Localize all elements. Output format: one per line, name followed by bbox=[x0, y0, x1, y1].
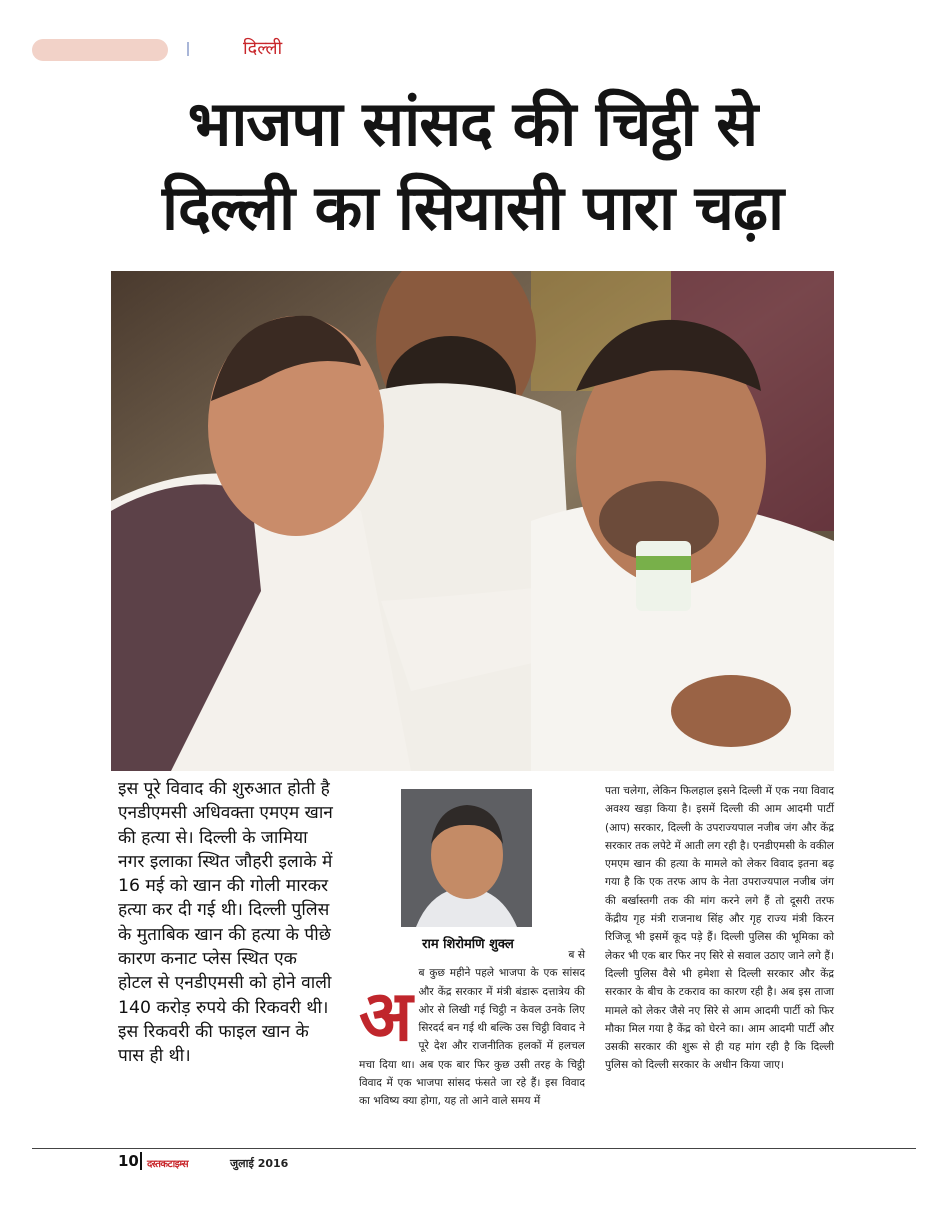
headline-line-1: भाजपा सांसद की चिट्ठी से bbox=[187, 87, 758, 160]
article-column-2 bbox=[359, 946, 585, 1111]
article-column-3: पता चलेगा, लेकिन फिलहाल इसने दिल्ली में एक नया विवाद अवश्य खड़ा किया है। इसमें दिल्ली की आम आदमी पार्टी (आप) सरकार, दिल्ली के उपराज्यपाल नजीब जंग और केंद्र सरकार तक लपेटे में आती लग रही है। एनडीएमसी के वकील एमएम खान की हत्या के मामले को लेकर विवाद इतना बढ़ गया है कि एक तरफ आप के नेता उपराज्यपाल नजीब जंग की बर्खास्तगी तक की मांग करने लगे हैं तो दूसरी तरफ केंद्रीय गृह मंत्री राजनाथ सिंह और गृह राज्य मंत्री किरन रिजिजू भी इसमें कूद पड़े हैं। दिल्ली पुलिस की भूमिका को लेकर भी एक बार फिर नए सिरे से सवाल उठाए जाने लगे हैं। दिल्ली पुलिस वैसे भी हमेशा से दिल्ली सरकार और केंद्र सरकार के बीच के टकराव का कारण रही है। अब इस ताजा मामले को लेकर जैसे नए सिरे से आम आदमी पार्टी को फिर मौका मिल गया है केंद्र को घेरने का। आम आदमी पार्टी और उसकी सरकार की शुरू से ही यह मांग रही है कि दिल्ली पुलिस को दिल्ली सरकार के अधीन किया जाए। bbox=[605, 785, 834, 1072]
section-pill bbox=[32, 39, 168, 61]
author-name: राम शिरोमणि शुक्ल bbox=[422, 937, 514, 952]
author-photo bbox=[401, 789, 532, 927]
footer-separator bbox=[140, 1152, 142, 1170]
page-number: 10 bbox=[118, 1152, 139, 1170]
footer-rule bbox=[32, 1148, 916, 1149]
headline-line-2: दिल्ली का सियासी पारा चढ़ा bbox=[161, 171, 784, 244]
article-column-1: इस पूरे विवाद की शुरुआत होती है एनडीएमसी अधिवक्ता एमएम खान की हत्या से। दिल्ली के जामिया नगर इलाका स्थित जौहरी इलाके में 16 मई को खान की गोली मारकर हत्या कर दी गई थी। दिल्ली पुलिस के मुताबिक खान की हत्या के पीछे कारण कनाट प्लेस स्थित एक होटल से एनडीएमसी को होने वाली 140 करोड़ रुपये की रिकवरी थी। इस रिकवरी की फाइल खान के पास ही थी। bbox=[118, 779, 333, 1067]
column-2-text: ब कुछ महीने पहले भाजपा के एक सांसद और केंद्र सरकार में मंत्री बंडारू दत्तात्रेय की ओर से लिखी गई चिट्ठी न केवल उनके लिए सिरदर्द बन गई थी बल्कि उस चिट्ठी विवाद ने पूरे देश और राजनीतिक हलकों में हलचल मचा दिया था। अब एक बार फिर कुछ उसी तरह के चिट्ठी विवाद में एक भाजपा सांसद फंसते जा रहे हैं। इस विवाद का भविष्य क्या होगा, यह तो आने वाले समय में bbox=[359, 967, 585, 1108]
section-label: दिल्ली bbox=[243, 38, 283, 59]
masthead-logo: दस्तकटाइम्स bbox=[147, 1159, 189, 1170]
section-divider bbox=[187, 42, 189, 56]
headline bbox=[60, 82, 885, 250]
column-2-lead: ब से bbox=[568, 949, 585, 961]
issue-date: जुलाई 2016 bbox=[230, 1157, 289, 1170]
main-photo bbox=[111, 271, 834, 771]
drop-cap: अ bbox=[359, 975, 413, 1058]
